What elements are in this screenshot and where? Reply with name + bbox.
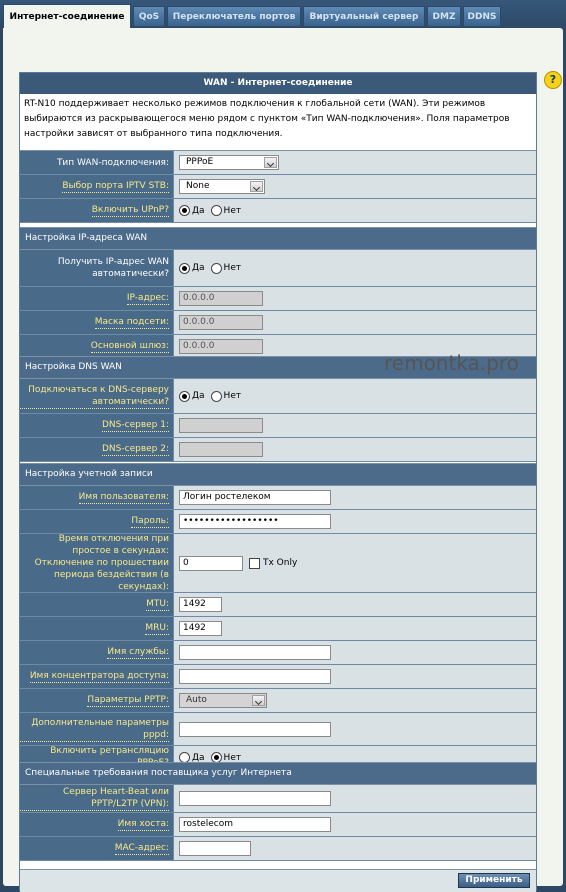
radio-selected-icon bbox=[179, 205, 190, 216]
ip-auto-no-radio[interactable] bbox=[211, 263, 242, 274]
heartbeat-input[interactable] bbox=[179, 791, 331, 806]
radio-selected-icon bbox=[179, 263, 190, 274]
watermark-text: remontka.pro bbox=[384, 351, 519, 375]
idle-timeout-label: Время отключения при простое в секундах: Отключение по прошествии периода бездействия (в секундах): bbox=[20, 533, 169, 594]
isp-section bbox=[20, 762, 536, 861]
idle-timeout-input[interactable]: 0 bbox=[179, 556, 243, 571]
pppd-input[interactable] bbox=[179, 722, 331, 737]
password-label: Пароль: bbox=[131, 516, 169, 526]
ip-auto-label: Получить IP-адрес WAN автоматически? bbox=[57, 257, 169, 279]
radio-selected-icon bbox=[179, 391, 190, 402]
dns2-input[interactable] bbox=[179, 442, 263, 457]
dns-auto-yes-radio[interactable] bbox=[179, 391, 205, 402]
chevron-down-icon bbox=[250, 181, 263, 192]
upnp-row bbox=[20, 199, 536, 223]
pptp-select[interactable] bbox=[179, 693, 267, 708]
ac-name-label: Имя концентратора доступа: bbox=[29, 671, 169, 681]
dns1-row bbox=[20, 414, 536, 438]
upnp-label: Включить UPnP? bbox=[91, 205, 169, 215]
username-input[interactable]: Логин ростелеком bbox=[179, 490, 331, 505]
ip-address-row bbox=[20, 287, 536, 311]
account-section bbox=[20, 463, 536, 770]
wan-type-row bbox=[20, 151, 536, 175]
idle-timeout-row bbox=[20, 534, 536, 593]
wan-type-select[interactable] bbox=[179, 155, 279, 170]
ac-name-input[interactable] bbox=[179, 669, 331, 684]
ip-auto-row bbox=[20, 250, 536, 287]
mac-row bbox=[20, 837, 536, 861]
username-row bbox=[20, 486, 536, 510]
ip-section-title: Настройка IP-адреса WAN bbox=[20, 228, 536, 250]
general-section bbox=[20, 150, 536, 223]
dns2-label: DNS-сервер 2: bbox=[102, 444, 169, 454]
help-icon[interactable]: ? bbox=[544, 71, 562, 89]
pppoe-relay-label: Включить ретрансляцию bbox=[20, 745, 169, 770]
dns1-label: DNS-сервер 1: bbox=[102, 420, 169, 430]
mru-input[interactable]: 1492 bbox=[179, 621, 222, 636]
hostname-row bbox=[20, 813, 536, 837]
mru-row bbox=[20, 617, 536, 641]
dns-auto-no-label: Нет bbox=[223, 391, 242, 401]
pppd-row bbox=[20, 713, 536, 746]
ip-auto-no-label: Нет bbox=[223, 263, 242, 273]
subnet-mask-input[interactable]: 0.0.0.0 bbox=[179, 315, 263, 330]
dns1-input[interactable] bbox=[179, 418, 263, 433]
pptp-value: Auto bbox=[186, 695, 207, 705]
service-name-label: Имя службы: bbox=[107, 647, 169, 657]
upnp-yes-radio[interactable] bbox=[179, 205, 205, 216]
gateway-label: Основной шлюз: bbox=[90, 341, 169, 351]
service-name-input[interactable] bbox=[179, 645, 331, 660]
iptv-row bbox=[20, 175, 536, 199]
iptv-port-select[interactable] bbox=[179, 179, 265, 194]
tab-port-switch[interactable]: Переключатель портов bbox=[167, 6, 301, 26]
radio-empty-icon bbox=[211, 263, 222, 274]
tab-bar bbox=[0, 0, 566, 30]
wan-type-label: Тип WAN-подключения: bbox=[56, 157, 169, 168]
ip-section bbox=[20, 227, 536, 359]
pptp-label: Параметры PPTP: bbox=[87, 695, 169, 705]
password-input[interactable]: •••••••••••••••••• bbox=[179, 514, 331, 529]
heartbeat-label: Сервер Heart-Beat или PPTP/L2TP (VPN): bbox=[20, 786, 169, 811]
ac-name-row bbox=[20, 665, 536, 689]
wan-type-value: PPPoE bbox=[186, 157, 214, 167]
subnet-mask-row bbox=[20, 311, 536, 335]
ip-auto-yes-label: Да bbox=[192, 263, 205, 273]
mtu-input[interactable]: 1492 bbox=[179, 597, 222, 612]
chevron-down-icon bbox=[264, 157, 277, 168]
apply-button[interactable]: Применить bbox=[458, 873, 530, 888]
chevron-down-icon bbox=[252, 695, 265, 706]
gateway-input[interactable]: 0.0.0.0 bbox=[179, 339, 263, 354]
relay-yes-label: Да bbox=[192, 752, 205, 763]
tab-virtual-server[interactable]: Виртуальный сервер bbox=[303, 6, 425, 26]
mac-input[interactable] bbox=[179, 841, 251, 856]
radio-empty-icon bbox=[211, 205, 222, 216]
hostname-label: Имя хоста: bbox=[117, 819, 169, 829]
radio-empty-icon bbox=[211, 391, 222, 402]
dns-auto-label: Подключаться к DNS-серверу автоматически? bbox=[20, 384, 169, 409]
wan-settings-box bbox=[19, 72, 537, 891]
username-label: Имя пользователя: bbox=[78, 492, 169, 502]
upnp-yes-label: Да bbox=[192, 205, 205, 216]
tab-ddns[interactable]: DDNS bbox=[463, 6, 501, 26]
mtu-row bbox=[20, 593, 536, 617]
dns-section-title: Настройка DNS WAN bbox=[20, 357, 536, 379]
tab-qos[interactable]: QoS bbox=[133, 6, 165, 26]
ip-address-input[interactable]: 0.0.0.0 bbox=[179, 291, 263, 306]
tx-only-checkbox[interactable] bbox=[249, 558, 260, 569]
subnet-mask-label: Маска подсети: bbox=[94, 317, 169, 327]
iptv-value: None bbox=[186, 181, 210, 191]
relay-no-label: Нет bbox=[223, 752, 242, 763]
mac-label: MAC-адрес: bbox=[114, 843, 169, 853]
isp-section-title: Специальные требования поставщика услуг Интернета bbox=[20, 763, 536, 785]
iptv-label: Выбор порта IPTV STB: bbox=[62, 181, 169, 191]
dns-auto-row bbox=[20, 379, 536, 414]
hostname-input[interactable]: rostelecom bbox=[179, 817, 331, 832]
mru-label: MRU: bbox=[145, 623, 169, 633]
tab-internet-connection[interactable]: Интернет-соединение bbox=[3, 4, 131, 28]
tx-only-label: Tx Only bbox=[263, 558, 298, 568]
ip-address-label: IP-адрес: bbox=[126, 293, 169, 303]
pptp-row bbox=[20, 689, 536, 713]
panel-title: WAN - Интернет-соединение bbox=[20, 73, 536, 94]
panel-description: RT-N10 поддерживает несколько режимов подключения к глобальной сети (WAN). Эти режимов выбираются из раскрывающегося меню рядом с пунктом «Тип WAN-подключения». Поля параметров настройки зависят от выбранного типа подключения. bbox=[24, 99, 510, 139]
upnp-no-label: Нет bbox=[223, 205, 242, 216]
mtu-label: MTU: bbox=[146, 599, 169, 609]
tab-dmz[interactable]: DMZ bbox=[427, 6, 461, 26]
ip-auto-yes-radio[interactable] bbox=[179, 263, 205, 274]
dns-auto-yes-label: Да bbox=[192, 391, 205, 401]
upnp-no-radio[interactable] bbox=[211, 205, 242, 216]
heartbeat-row bbox=[20, 785, 536, 813]
pppd-label: Дополнительные параметры pppd: bbox=[20, 717, 169, 742]
dns-auto-no-radio[interactable] bbox=[211, 391, 242, 402]
account-section-title: Настройка учетной записи bbox=[20, 464, 536, 486]
content-panel bbox=[3, 28, 563, 886]
dns2-row bbox=[20, 438, 536, 462]
password-row bbox=[20, 510, 536, 534]
service-name-row bbox=[20, 641, 536, 665]
